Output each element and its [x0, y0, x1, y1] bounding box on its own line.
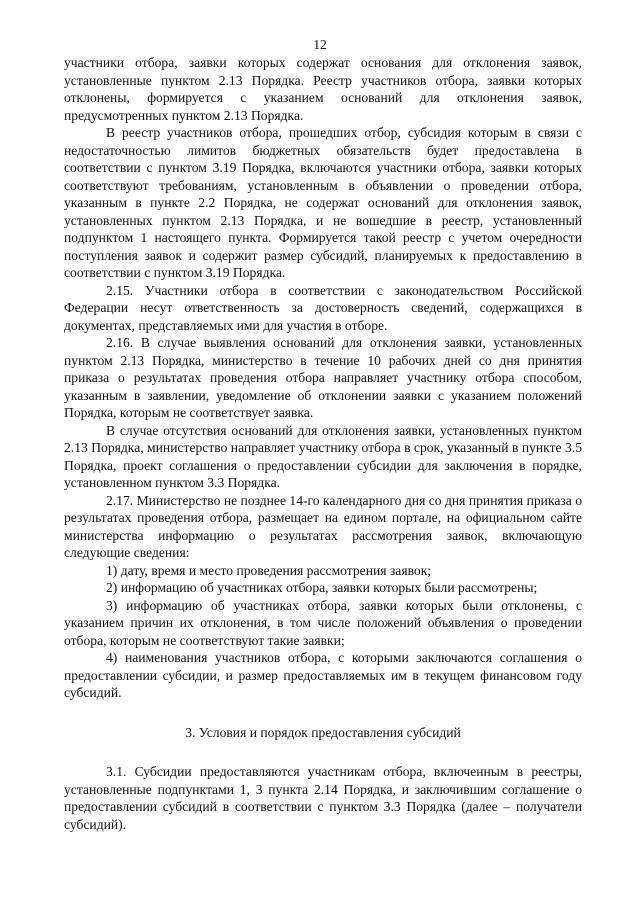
section-heading: 3. Условия и порядок предоставления субсидий: [185, 724, 461, 740]
paragraph-2-16-no-grounds: В случае отсутствия оснований для отклонения заявки, установленных пунктом 2.13 Порядка, министерство направляет участнику отбора в срок, указанный в пункте 3.5 Порядка, проект соглашения о предоставлении субсидии для заключения в порядке, установленном пунктом 3.3 Порядка.: [64, 422, 582, 490]
paragraph-2-17: 2.17. Министерство не позднее 14-го календарного дня со дня принятия приказа о результатах проведения отбора, размещает на едином портале, на официальном сайте министерства информацию о результатах рассмотрения заявок, включающую следующие сведения:: [64, 492, 582, 560]
list-item-3: 3) информацию об участниках отбора, заявки которых были отклонены, с указанием причин их отклонения, в том числе положений объявления о проведении отбора, которым не соответствуют такие заявки;: [64, 597, 582, 648]
paragraph-3-1: 3.1. Субсидии предоставляются участникам отбора, включенным в реестры, установленные подпунктами 1, 3 пункта 2.14 Порядка, и заключившим соглашение о предоставлении субсидий в соответствии с пунктом 3.3 Порядка (далее – получатели субсидий).: [64, 764, 582, 832]
page-number: 12: [313, 37, 327, 52]
paragraph-continuation: участники отбора, заявки которых содержат основания для отклонения заявок, установленные пунктом 2.13 Порядка. Реестр участников отбора, заявки которых отклонены, формируется с указанием оснований для отклонения заявок, предусмотренных пунктом 2.13 Порядка.: [64, 55, 582, 123]
paragraph-2-16: 2.16. В случае выявления оснований для отклонения заявки, установленных пунктом 2.13 Порядка, министерство в течение 10 рабочих дней со дня принятия приказа о результатах проведения отбора направляет участнику отбора способом, указанным в заявлении, уведомление об отклонении заявки с указанием положений Порядка, которым не соответствует заявка.: [64, 335, 582, 420]
list-item-4: 4) наименования участников отбора, с которыми заключаются соглашения о предоставлении субсидии, и размер предоставляемых им в текущем финансовом году субсидий.: [64, 650, 582, 700]
document-body: [64, 54, 582, 833]
paragraph-register-limits: В реестр участников отбора, прошедших отбор, субсидия которым в связи с недостаточностью лимитов бюджетных обязательств будет предоставлена в соответствии с пунктом 3.19 Порядка, включаются участники отбора, заявки которых соответствуют требованиям, установленным в объявлении о проведении отбора, указанным в пункте 2.2 Порядка, не содержат оснований для отклонения заявок, установленных пунктом 2.13 Порядка, и не вошедшие в реестр, установленный подпунктом 1 настоящего пункта. Формируется такой реестр с учетом очередности поступления заявок и содержит размер субсидий, планируемых к предоставлению в соответствии с пунктом 3.19 Порядка.: [64, 125, 582, 280]
paragraph-2-15: 2.15. Участники отбора в соответствии с законодательством Российской Федерации несут ответственность за достоверность сведений, содержащихся в документах, представляемых ими для участия в отборе.: [64, 282, 582, 333]
list-item-1: 1) дату, время и место проведения рассмотрения заявок;: [106, 562, 432, 578]
list-item-2: 2) информацию об участниках отбора, заявки которых были рассмотрены;: [106, 580, 538, 595]
